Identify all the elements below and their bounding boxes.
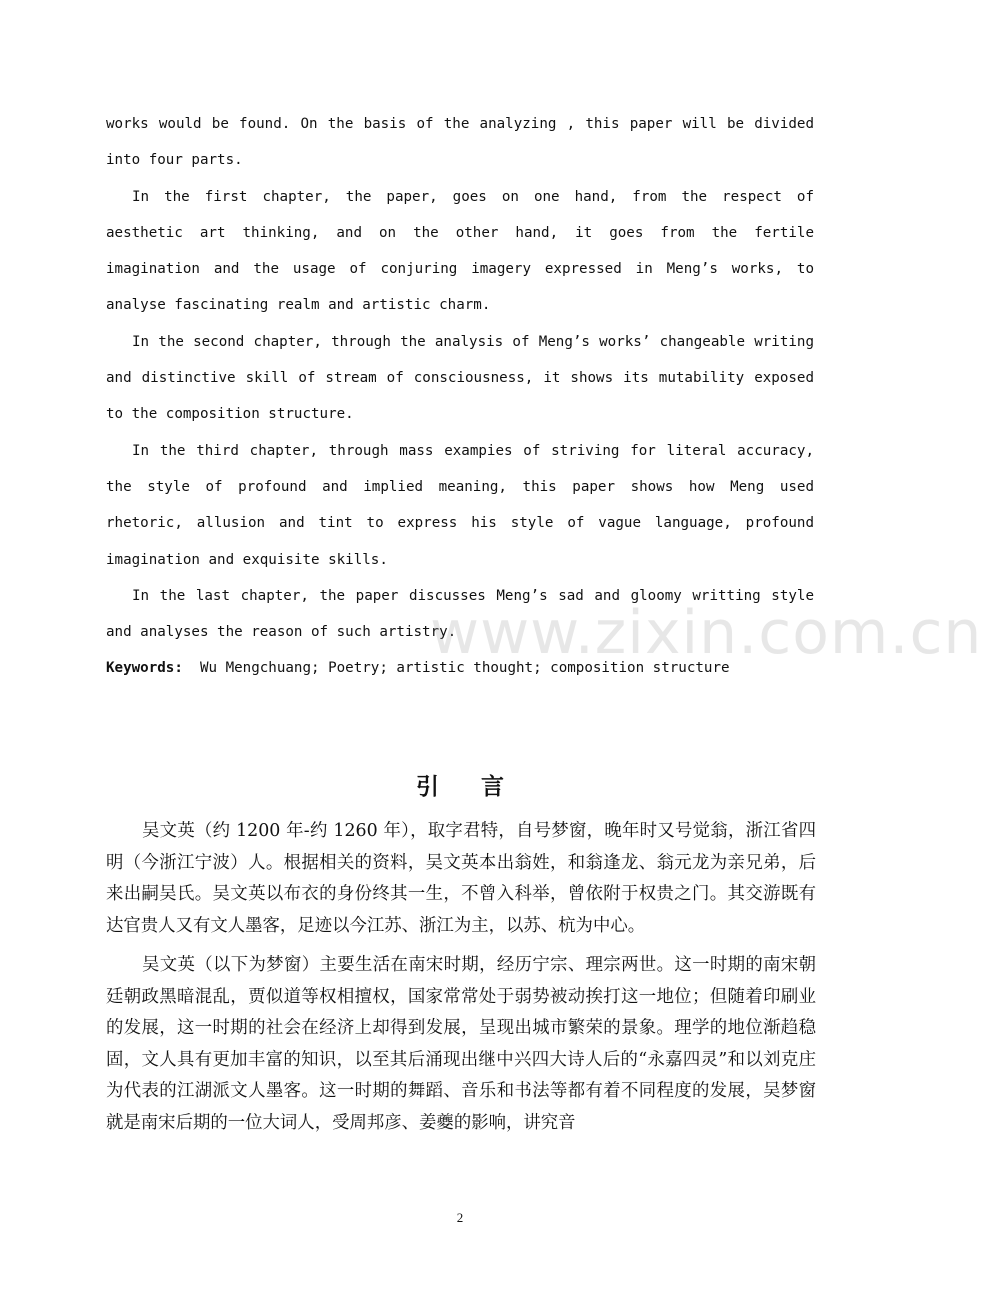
intro-paragraph-two: 吴文英（以下为梦窗）主要生活在南宋时期，经历宁宗、理宗两世。这一时期的南宋朝廷朝政黑暗混乱，贾似道等权相擅权，国家常常处于弱势被动挨打这一地位；但随着印刷业的发展，这一时期的社会在经济上却得到发展，呈现出城市繁荣的景象。理学的地位渐趋稳固，文人具有更加丰富的知识，以至其后涌现出继中兴四大诗人后的“永嘉四灵”和以刘克庄为代表的江湖派文人墨客。这一时期的舞蹈、音乐和书法等都有着不同程度的发展，吴梦窗就是南宋后期的一位大词人，受周邦彦、姜夔的影响，讲究音 [106,955,816,1133]
watermark-text: www.zixin.com.cn [430,598,982,668]
keywords-value: Wu Mengchuang; Poetry; artistic thought; composition structure [199,660,730,677]
abstract-paragraph-chapter-four: In the last chapter, the paper discusses Meng’s sad and gloomy writting style and analyses the reason of such artistry. [106,587,814,641]
page-number: 2 [456,1210,464,1225]
abstract-section [106,106,814,687]
section-title: 引言 [416,774,546,800]
introduction-section [106,816,816,1139]
abstract-paragraph-continued: works would be found. On the basis of the analyzing , this paper will be divided into four parts. [106,116,814,169]
keywords-line [106,650,814,686]
intro-paragraph-one: 吴文英（约 1200 年-约 1260 年），取字君特，自号梦窗，晚年时又号觉翁，浙江省四明（今浙江宁波）人。根据相关的资料，吴文英本出翁姓，和翁逢龙、翁元龙为亲兄弟，后来出嗣吴氏。吴文英以布衣的身份终其一生，不曾入科举，曾依附于权贵之门。其交游既有达官贵人又有文人墨客，足迹以今江苏、浙江为主，以苏、杭为中心。 [106,821,816,936]
abstract-paragraph-chapter-two: In the second chapter, through the analysis of Meng’s works’ changeable writing and distinctive skill of stream of consciousness, it shows its mutability exposed to the composition structure. [106,333,814,423]
abstract-paragraph-chapter-one: In the first chapter, the paper, goes on one hand, from the respect of aesthetic art thinking, and on the other hand, it goes from the fertile imagination and the usage of conjuring imagery expressed in Meng’s works, to analyse fascinating realm and artistic charm. [106,188,814,314]
keywords-label: Keywords: [106,660,183,677]
abstract-paragraph-chapter-three: In the third chapter, through mass exampies of striving for literal accuracy, the style of profound and implied meaning, this paper shows how Meng used rhetoric, allusion and tint to express his style of vague language, profound imagination and exquisite skills. [106,442,814,568]
